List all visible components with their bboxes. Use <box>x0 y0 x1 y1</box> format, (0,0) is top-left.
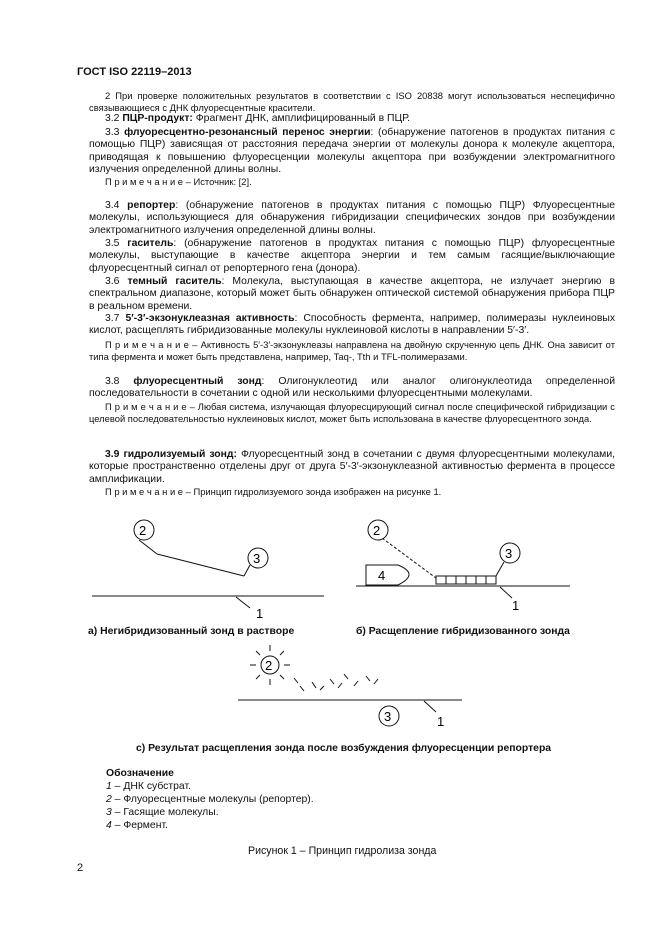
label-3-a: 3 <box>253 551 261 566</box>
caption-a: а) Негибридизованный зонд в растворе <box>88 626 295 637</box>
label-1-c: 1 <box>437 714 445 729</box>
caption-b: б) Расщепление гибридизованного зонда <box>356 626 570 637</box>
label-2-a: 2 <box>139 523 147 538</box>
note-3-7: П р и м е ч а н и е – Активность 5′-3′-экзонуклеазы направлена на двойную скрученную цепь ДНК. Она зависит от типа фермента и может быть представлена, например, Taq-, Tth и TFL-полимеразами. <box>89 339 615 362</box>
enzyme-shape <box>366 565 409 585</box>
label-1-b: 1 <box>512 598 520 613</box>
legend-title: Обозначение <box>106 768 174 779</box>
label-4-b: 4 <box>378 568 386 583</box>
item-3-7: 3.7 5′-3′-экзонуклеазная активность: Способность фермента, например, полимеразы нуклеиновых кислот, расщеплять гибридизованные молекулы нуклеиновой кислоты в направлении 5′-3′. <box>89 313 616 337</box>
label-1-a: 1 <box>256 606 264 621</box>
legend-item-3: 3 – Гасящие молекулы. <box>106 807 219 818</box>
label-2-b: 2 <box>373 523 381 538</box>
item-3-6: 3.6 темный гаситель: Молекула, выступающая в качестве акцептора, не излучает энергию в спектральном диапазоне, который может быть обнаружен оптической системой обнаружения прибора ПЦР в реальном времени. <box>89 276 615 312</box>
label-3-c: 3 <box>384 709 392 724</box>
figure-title: Рисунок 1 – Принцип гидролиза зонда <box>248 845 437 857</box>
probe-strand-a2 <box>157 554 244 576</box>
item-3-4: 3.4 репортер: (обнаружение патогенов в продуктах питания с помощью ПЦР) Флуоресцентные молекулы, использующиеся для обнаружения гибридизации специфических зондов при возбуждении электромагнитного излучения определенной длины волны. <box>89 200 616 236</box>
label-3-b: 3 <box>505 546 513 561</box>
item-3-9: 3.9 гидролизуемый зонд: Флуоресцентный зонд в сочетании с двумя флуоресцентными молекулами, которые пространственно отделены друг от друга 5′-3′-экзонуклеазной активностью фермента в процессе амплификации. <box>89 449 616 485</box>
note-3-9: П р и м е ч а н и е – Принцип гидролизуемого зонда изображен на рисунке 1. <box>105 486 442 497</box>
footnote-2: 2 При проверке положительных результатов в соответствии с ISO 20838 могут использоваться неспецифично связывающиеся с ДНК флуоресцентные красители. <box>89 90 615 113</box>
note-3-8: П р и м е ч а н и е – Любая система, излучающая флуоресцирующий сигнал после специфической гибридизации с целевой последовательностью нуклеиновых кислот, может быть использована в качестве флуоресцентного зонда. <box>89 401 615 424</box>
panel-a <box>92 520 324 608</box>
note-3-3: П р и м е ч а н и е – Источник: [2]. <box>105 176 252 187</box>
item-3-8: 3.8 флуоресцентный зонд: Олигонуклеотид или аналог олигонуклеотида определенной последовательности в сочетании с одной или несколькими флуоресцентными молекулами. <box>89 376 616 400</box>
item-3-2: 3.2 ПЦР-продукт: Фрагмент ДНК, амплифицированный в ПЦР. <box>105 113 411 124</box>
legend-item-1: 1 – ДНК субстрат. <box>106 781 191 792</box>
item-3-3: 3.3 флуоресцентно-резонансный перенос энергии: (обнаружение патогенов в продуктах питания с помощью ПЦР) зависящая от расстояния передача энергии от молекулы донора к молекуле акцептора, приводящая к повышению флуоресценции молекулы акцептора при возбуждении электромагнитного излучения определенной длины волны. <box>89 127 615 176</box>
legend-item-4: 4 – Фермент. <box>106 820 168 831</box>
header-title: ГОСТ ISO 22119–2013 <box>77 66 192 78</box>
probe-strand-a <box>139 540 157 554</box>
item-3-5: 3.5 гаситель: (обнаружение патогенов в продуктах питания с помощью ПЦР) флуоресцентные молекулы, выступающие в качестве акцептора энергии и тем самым гасящие/выключающие флуоресцентный сигнал от репортерного гена (донора). <box>89 238 616 274</box>
caption-c: с) Результат расщепления зонда после возбуждения флуоресценции репортера <box>136 743 552 754</box>
legend-item-2: 2 – Флуоресцентные молекулы (репортер). <box>106 794 314 805</box>
panel-b <box>356 520 570 598</box>
page-number: 2 <box>77 862 84 874</box>
label-2-c: 2 <box>265 658 273 673</box>
cleaved-fragments <box>294 674 378 691</box>
